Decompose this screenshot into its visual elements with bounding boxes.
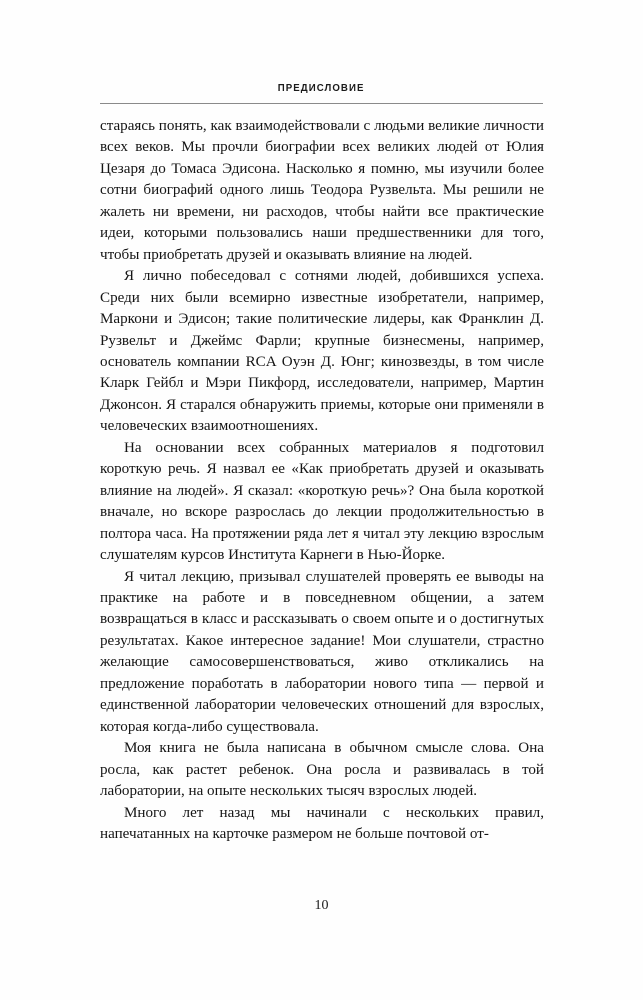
body-text-block	[100, 116, 544, 845]
paragraph: Моя книга не была написана в обычном смысле слова. Она росла, как растет ребенок. Она росла и развивалась в той лаборатории, на опыте нескольких тысяч взрослых людей.	[100, 740, 544, 800]
page-number: 10	[314, 898, 329, 913]
paragraph: Много лет назад мы начинали с нескольких правил, напечатанных на карточке размером не больше почтовой от-	[100, 804, 544, 842]
header-rule-divider	[100, 103, 543, 104]
page-footer	[0, 896, 643, 914]
paragraph: стараясь понять, как взаимодействовали с людьми великие личности всех веков. Мы прочли биографии всех великих людей от Юлия Цезаря до Томаса Эдисона. Насколько я помню, мы изучили более сотни биографий одного лишь Теодора Рузвельта. Мы решили не жалеть ни времени, ни расходов, чтобы найти все практические идеи, которыми пользовались наши предшественники для того, чтобы приобретать друзей и оказывать влияние на людей.	[100, 118, 544, 263]
paragraph: Я читал лекцию, призывал слушателей проверять ее выводы на практике на работе и в повседневном общении, а затем возвращаться в класс и рассказывать о своем опыте и о достигнутых результатах. Какое интересное задание! Мои слушатели, страстно желающие самосовершенствоваться, живо откликались на предложение поработать в лаборатории нового типа — первой и единственной лаборатории человеческих отношений для взрослых, которая когда-либо существовала.	[100, 568, 544, 735]
running-head-label: ПРЕДИСЛОВИЕ	[278, 82, 365, 94]
paragraph: Я лично побеседовал с сотнями людей, добившихся успеха. Среди них были всемирно известные изобретатели, например, Маркони и Эдисон; такие политические лидеры, как Франклин Д. Рузвельт и Джеймс Фарли; крупные бизнесмены, например, основатель компании RCA Оуэн Д. Юнг; кинозвезды, в том числе Кларк Гейбл и Мэри Пикфорд, исследователи, например, Мартин Джонсон. Я старался обнаружить приемы, которые они применяли в человеческих взаимоотношениях.	[100, 268, 544, 435]
running-head	[100, 78, 543, 96]
paragraph: На основании всех собранных материалов я подготовил короткую речь. Я назвал ее «Как приобретать друзей и оказывать влияние на людей». Я сказал: «короткую речь»? Она была короткой вначале, но вскоре разрослась до лекции продолжительностью в полтора часа. На протяжении ряда лет я читал эту лекцию взрослым слушателям курсов Института Карнеги в Нью-Йорке.	[100, 439, 544, 564]
